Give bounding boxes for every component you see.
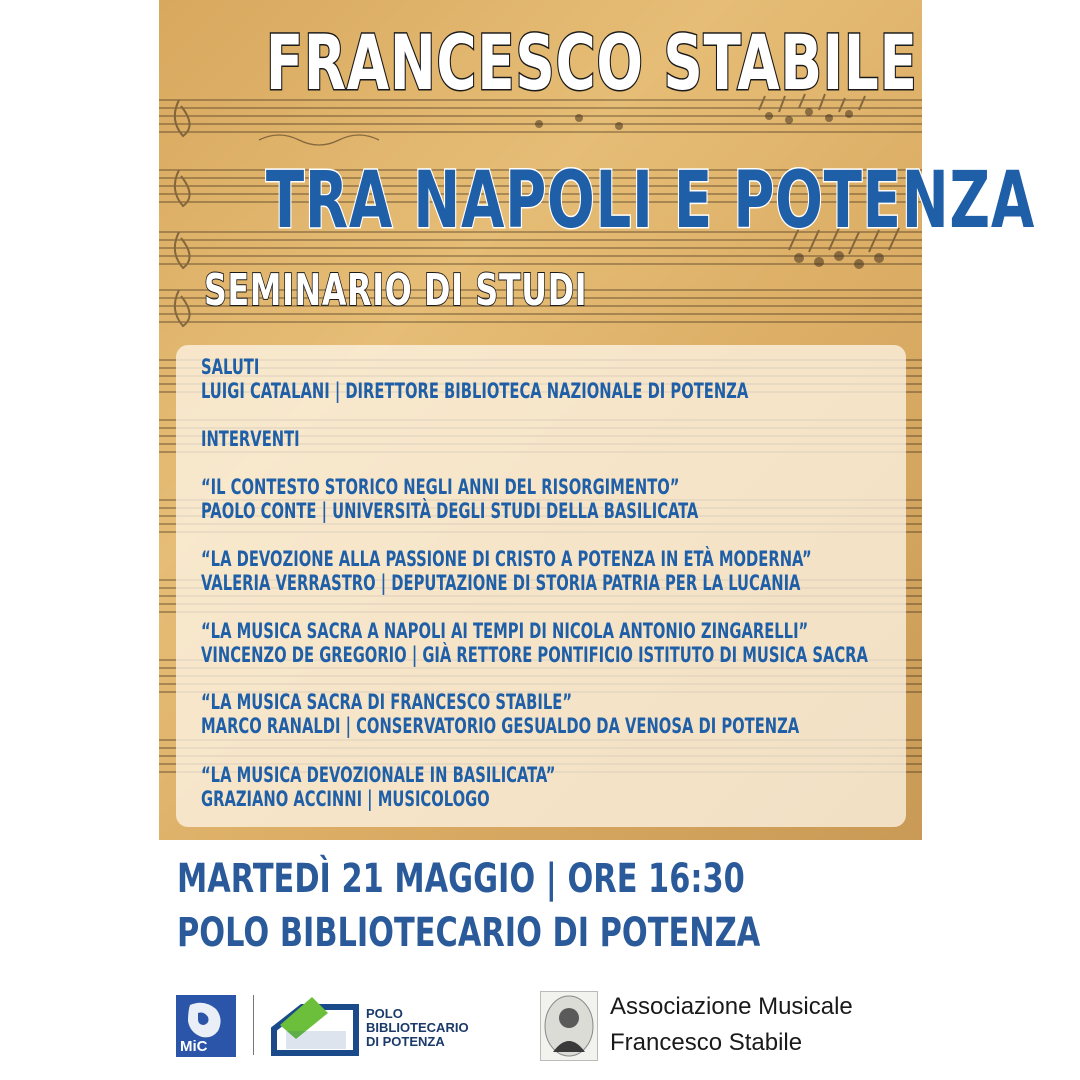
polo-line-2: BIBLIOTECARIO bbox=[366, 1020, 469, 1035]
talk-title: “IL CONTESTO STORICO NEGLI ANNI DEL RISORGIMENTO” bbox=[201, 475, 680, 499]
assoc-line-2: Francesco Stabile bbox=[610, 1029, 803, 1056]
logos-row bbox=[0, 985, 1080, 1065]
talk-speaker: PAOLO CONTE | UNIVERSITÀ DEGLI STUDI DELLA BASILICATA bbox=[201, 499, 699, 523]
polo-line-3: DI POTENZA bbox=[366, 1034, 445, 1049]
mic-label: MiC bbox=[180, 1038, 208, 1055]
interventi-label: INTERVENTI bbox=[201, 427, 300, 451]
portrait-icon bbox=[541, 992, 597, 1060]
event-date-time: MARTEDÌ 21 MAGGIO | ORE 16:30 bbox=[177, 856, 745, 902]
talk-title: “LA MUSICA SACRA A NAPOLI AI TEMPI DI NICOLA ANTONIO ZINGARELLI” bbox=[201, 619, 809, 643]
talk-speaker: VALERIA VERRASTRO | DEPUTAZIONE DI STORIA PATRIA PER LA LUCANIA bbox=[201, 571, 801, 595]
poster-subtitle: TRA NAPOLI E POTENZA bbox=[265, 156, 1036, 246]
assoc-line-1: Associazione Musicale bbox=[610, 993, 853, 1020]
talk-speaker: GRAZIANO ACCINNI | MUSICOLOGO bbox=[201, 787, 490, 811]
polo-bibliotecario-icon bbox=[272, 989, 362, 1059]
mic-logo bbox=[176, 995, 236, 1057]
saluti-label: SALUTI bbox=[201, 355, 260, 379]
logo-divider bbox=[253, 995, 254, 1055]
talk-speaker: MARCO RANALDI | CONSERVATORIO GESUALDO DA VENOSA DI POTENZA bbox=[201, 714, 800, 738]
talk-title: “LA MUSICA SACRA DI FRANCESCO STABILE” bbox=[201, 690, 573, 714]
stabile-portrait bbox=[540, 991, 598, 1061]
saluti-speaker: LUIGI CATALANI | DIRETTORE BIBLIOTECA NAZIONALE DI POTENZA bbox=[201, 379, 749, 403]
talk-title: “LA MUSICA DEVOZIONALE IN BASILICATA” bbox=[201, 763, 556, 787]
talk-speaker: VINCENZO DE GREGORIO | GIÀ RETTORE PONTIFICIO ISTITUTO DI MUSICA SACRA bbox=[201, 643, 868, 667]
talk-title: “LA DEVOZIONE ALLA PASSIONE DI CRISTO A POTENZA IN ETÀ MODERNA” bbox=[201, 547, 812, 571]
polo-line-1: POLO bbox=[366, 1006, 403, 1021]
event-venue: POLO BIBLIOTECARIO DI POTENZA bbox=[177, 910, 761, 956]
poster-title: FRANCESCO STABILE bbox=[265, 18, 918, 107]
event-type: SEMINARIO DI STUDI bbox=[204, 265, 588, 316]
